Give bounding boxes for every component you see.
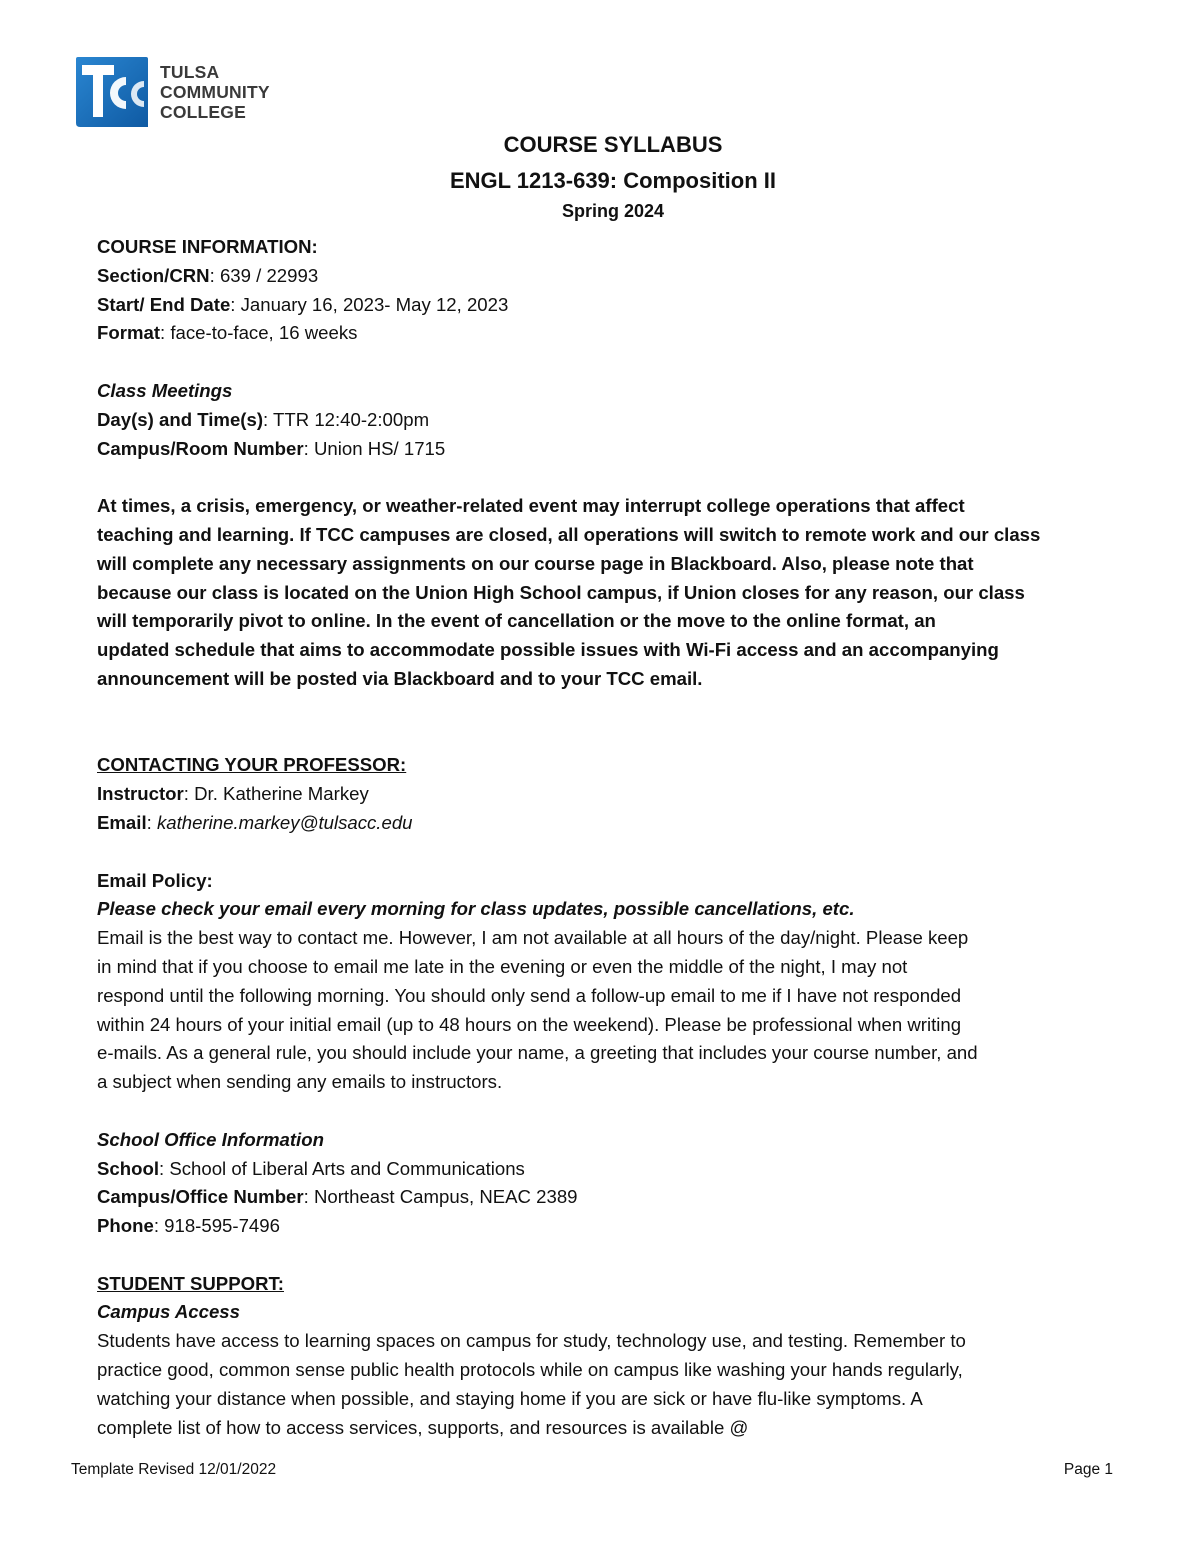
crisis-line: teaching and learning. If TCC campuses are closed, all operations will switch to remote work and our class [97,523,1041,545]
dates-label: Start/ End Date [97,293,231,315]
page-footer [71,1461,1113,1479]
campus-access-line: practice good, common sense public health protocols while on campus like washing your hands regularly, [97,1359,963,1381]
email-policy-heading: Email Policy: [97,869,213,891]
email-policy-emphasis: Please check your email every morning for class updates, possible cancellations, etc. [97,898,855,920]
email-policy-line: in mind that if you choose to email me late in the evening or even the middle of the night, I may not [97,955,908,977]
logo-line-2: COMMUNITY [160,82,270,102]
tcc-logo-icon [74,55,150,129]
phone-value: : 918-595-7496 [153,1215,280,1237]
logo-line-1: TULSA [160,62,220,82]
format-value: : face-to-face, 16 weeks [160,322,358,344]
course-title: ENGL 1213-639: Composition II [449,168,776,193]
page-title: COURSE SYLLABUS [503,132,723,157]
crisis-line: will temporarily pivot to online. In the event of cancellation or the move to the online format, an [97,610,936,632]
crisis-line: because our class is located on the Union High School campus, if Union closes for any reason, our class [97,581,1025,603]
instructor-email-link[interactable]: katherine.markey@tulsacc.edu [156,811,413,833]
syllabus-body [97,233,1137,1442]
school-label: School [97,1157,159,1179]
crisis-line: At times, a crisis, emergency, or weather-related event may interrupt college operations that affect [97,495,965,517]
course-info-heading: COURSE INFORMATION: [97,236,318,257]
email-policy-line: within 24 hours of your initial email (up to 48 hours on the weekend). Please be professional when writing [97,1013,962,1035]
days-times-row [97,406,1137,435]
section-crn-row [97,262,1137,291]
campus-access-line: complete list of how to access services, supports, and resources is available @ [97,1416,749,1438]
school-value: : School of Liberal Arts and Communications [158,1157,525,1179]
section-crn-value: : 639 / 22993 [209,264,319,286]
phone-label: Phone [97,1215,154,1237]
email-policy-line: respond until the following morning. You should only send a follow-up email to me if I have not responded [97,984,962,1006]
crisis-line: announcement will be posted via Blackboard and to your TCC email. [97,667,703,689]
campus-access-body [97,1327,1137,1442]
campus-access-heading: Campus Access [97,1301,240,1323]
crisis-line: updated schedule that aims to accommodate possible issues with Wi-Fi access and an accompanying [97,639,999,661]
format-label: Format [97,322,161,344]
days-times-label: Day(s) and Time(s) [97,408,264,430]
crisis-notice [97,492,1137,694]
office-label: Campus/Office Number [97,1186,304,1208]
instructor-label: Instructor [97,783,184,805]
campus-access-line: watching your distance when possible, and staying home if you are sick or have flu-like symptoms. A [97,1387,923,1409]
page-number: Page 1 [1063,1461,1113,1478]
email-label: Email [97,811,147,833]
email-row [97,809,1137,838]
contact-heading: CONTACTING YOUR PROFESSOR: [97,754,407,776]
logo-wordmark [160,62,270,122]
template-revision: Template Revised 12/01/2022 [71,1461,277,1478]
course-term: Spring 2024 [561,201,665,221]
campus-room-row [97,435,1137,464]
email-separator: : [146,811,157,833]
logo-line-3: COLLEGE [160,102,246,122]
college-logo [74,55,270,129]
format-row [97,319,1137,348]
days-times-value: : TTR 12:40-2:00pm [263,408,430,430]
student-support-heading: STUDENT SUPPORT: [97,1272,284,1294]
dates-value: : January 16, 2023- May 12, 2023 [230,293,509,315]
class-meetings-heading: Class Meetings [97,379,233,401]
section-crn-label: Section/CRN [97,264,210,286]
campus-access-line: Students have access to learning spaces on campus for study, technology use, and testing. Remember to [97,1330,966,1352]
dates-row [97,291,1137,320]
crisis-line: will complete any necessary assignments on our course page in Blackboard. Also, please note that [97,552,974,574]
school-office-heading: School Office Information [97,1128,324,1150]
office-value: : Northeast Campus, NEAC 2389 [303,1186,578,1208]
phone-row [97,1212,1137,1241]
campus-room-value: : Union HS/ 1715 [303,437,446,459]
instructor-row [97,780,1137,809]
email-policy-line: Email is the best way to contact me. However, I am not available at all hours of the day/night. Please keep [97,927,969,949]
office-row [97,1183,1137,1212]
campus-room-label: Campus/Room Number [97,437,304,459]
instructor-value: : Dr. Katherine Markey [183,783,369,805]
email-policy-line: a subject when sending any emails to instructors. [97,1071,503,1093]
syllabus-header [0,128,1200,223]
school-row [97,1155,1137,1184]
email-policy-body [97,924,1137,1097]
email-policy-line: e-mails. As a general rule, you should include your name, a greeting that includes your course number, and [97,1042,978,1064]
